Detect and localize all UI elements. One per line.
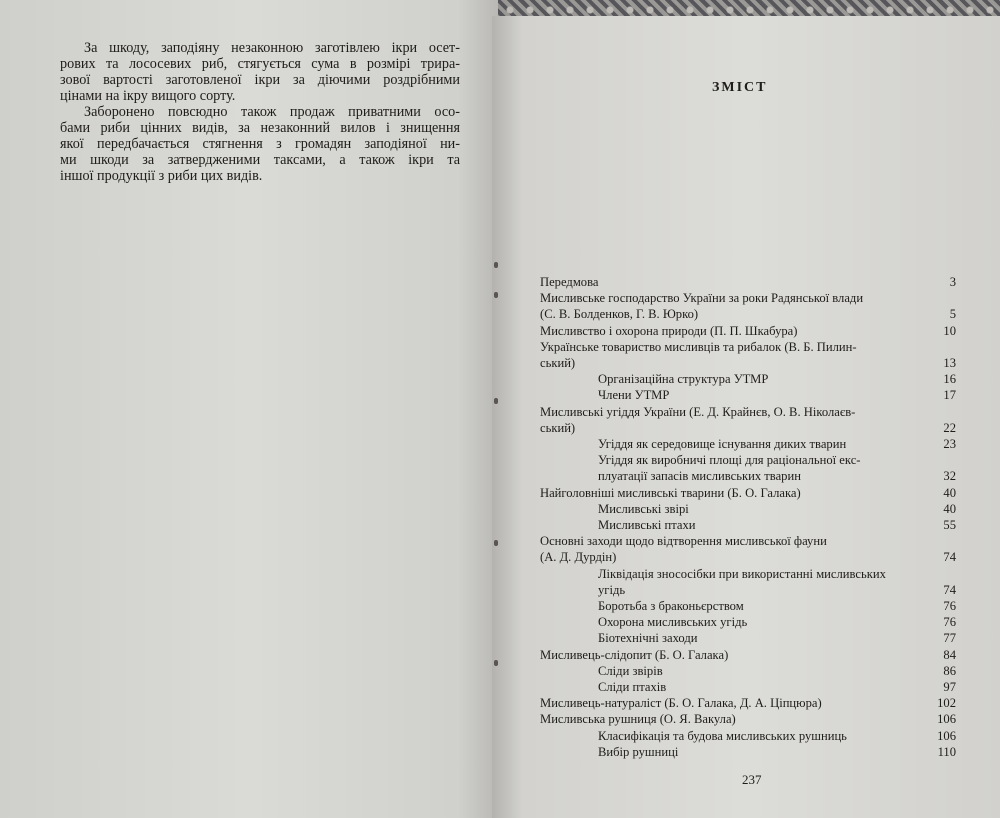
toc-entry-title: Сліди птахів: [598, 680, 667, 695]
toc-page-number: 32: [943, 469, 956, 484]
toc-entry-title: Вибір рушниці: [598, 744, 679, 759]
toc-page-number: 55: [943, 518, 956, 533]
toc-entry-title: Українське товариство мисливців та рибалок (В. Б. Пилин-: [540, 339, 857, 354]
toc-entry: [540, 598, 956, 614]
text-line: бами риби цінних видів, за незаконний вилов і знищення: [60, 120, 460, 136]
toc-entry: [540, 485, 956, 501]
toc-entry-title: Мисливець-натураліст (Б. О. Галака, Д. А. Ціпцюра): [540, 696, 822, 711]
text-line: іншої продукції з риби цих видів.: [60, 168, 263, 184]
toc-entry: [540, 647, 956, 663]
toc-entry-title: Класифікація та будова мисливських рушниць: [598, 728, 847, 743]
toc-entry-title: ський): [540, 356, 576, 371]
text-line: рових та лососевих риб, стягується сума в розмірі трира-: [60, 56, 460, 72]
toc-page-number: 74: [943, 582, 956, 597]
toc-entry: [540, 630, 956, 646]
toc-entry: [540, 355, 956, 371]
text-line: Заборонено повсюдно також продаж приватними осо-: [84, 104, 460, 120]
toc-entry-title: угідь: [598, 582, 626, 597]
toc-entry-title: Сліди звірів: [598, 663, 663, 678]
toc-page-number: 77: [943, 631, 956, 646]
toc-page-number: 106: [937, 728, 956, 743]
toc-entry-title: Ліквідація знососібки при використанні мисливських: [598, 566, 886, 581]
toc-entry: [540, 323, 956, 339]
toc-entry: [540, 582, 956, 598]
toc-entry: [540, 566, 956, 582]
toc-entry-title: Охорона мисливських угідь: [598, 615, 748, 630]
toc-entry: [540, 468, 956, 484]
page-number: 237: [742, 772, 762, 787]
toc-entry-title: Боротьба з браконьєрством: [598, 599, 744, 614]
toc-entry: [540, 679, 956, 695]
toc-entry-title: Мисливські звірі: [598, 501, 689, 516]
toc-entry-title: ський): [540, 420, 576, 435]
toc-entry-title: Передмова: [540, 275, 599, 289]
toc-page-number: 102: [937, 696, 956, 711]
toc-entry-title: Мисливець-слідопит (Б. О. Галака): [540, 647, 729, 662]
toc-entry-title: Мисливські птахи: [598, 518, 696, 533]
table-of-contents: [540, 274, 956, 760]
toc-page-number: 76: [943, 599, 956, 614]
toc-entry: [540, 517, 956, 533]
toc-entry-title: Угіддя як середовище існування диких тварин: [598, 437, 847, 452]
toc-entry-title: Основні заходи щодо відтворення мисливської фауни: [540, 534, 827, 549]
toc-entry: [540, 728, 956, 744]
toc-page-number: 23: [943, 437, 956, 452]
toc-entry-title: Мисливське господарство України за роки Радянської влади: [540, 291, 864, 306]
toc-entry-title: Найголовніші мисливські тварини (Б. О. Галака): [540, 485, 801, 500]
toc-page-number: 84: [943, 647, 956, 662]
toc-page-number: 16: [943, 372, 956, 387]
left-page-text: [60, 40, 460, 184]
toc-entry-title: Угіддя як виробничі площі для раціональної екс-: [598, 453, 861, 468]
toc-entry: [540, 695, 956, 711]
toc-entry: [540, 711, 956, 727]
left-page: [0, 0, 498, 818]
toc-page-number: 13: [943, 356, 956, 371]
toc-entry-title: Мисливські угіддя України (Е. Д. Крайнєв, О. В. Ніколаєв-: [540, 404, 856, 419]
toc-page-number: 3: [949, 275, 956, 289]
binding-stitch: [494, 292, 498, 298]
binding-stitch: [494, 398, 498, 404]
toc-entry-title: (А. Д. Дурдін): [540, 550, 617, 565]
toc-entry: [540, 404, 956, 420]
toc-entry: [540, 744, 956, 760]
toc-page-number: 40: [943, 485, 956, 500]
toc-entry-title: Біотехнічні заходи: [598, 631, 698, 646]
toc-entry-title: Мисливство і охорона природи (П. П. Шкабура): [540, 323, 798, 338]
binding-stitch: [494, 262, 498, 268]
text-line: цінами на ікру вищого сорту.: [60, 88, 236, 104]
toc-page-number: 106: [937, 712, 956, 727]
text-line: ми шкоди за затвердженими таксами, а також ікри та: [60, 152, 460, 168]
toc-entry: [540, 663, 956, 679]
toc-entry-title: Мисливська рушниця (О. Я. Вакула): [540, 712, 736, 727]
toc-entry-title: (С. В. Болденков, Г. В. Юрко): [540, 307, 699, 322]
toc-page-number: 17: [943, 388, 956, 403]
toc-page-number: 5: [949, 307, 956, 322]
toc-entry-title: плуатації запасів мисливських тварин: [598, 469, 801, 484]
toc-entry-title: Організаційна структура УТМР: [598, 372, 769, 387]
text-line: За шкоду, заподіяну незаконною заготівлею ікри осет-: [84, 40, 460, 56]
toc-entry: [540, 452, 956, 468]
toc-entry: [540, 306, 956, 322]
toc-entry: [540, 420, 956, 436]
toc-page-number: 97: [943, 680, 956, 695]
toc-entry-title: Члени УТМР: [598, 388, 670, 403]
toc-page-number: 74: [943, 550, 956, 565]
text-line: зової вартості заготовленої ікри за діючими роздрібними: [60, 72, 460, 88]
toc-entry: [540, 371, 956, 387]
toc-entry: [540, 501, 956, 517]
text-line: якої передбачається стягнення з громадян заподіяної ни-: [60, 136, 460, 152]
toc-page-number: 22: [943, 420, 956, 435]
toc-page-number: 110: [937, 744, 956, 759]
toc-entry: [540, 387, 956, 403]
toc-entry: [540, 614, 956, 630]
toc-page-number: 40: [943, 501, 956, 516]
toc-page-number: 86: [943, 663, 956, 678]
toc-entry: [540, 549, 956, 565]
contents-heading: ЗМІСТ: [712, 80, 768, 95]
toc-entry: [540, 533, 956, 549]
toc-entry: [540, 339, 956, 355]
toc-entry: [540, 290, 956, 306]
toc-entry: [540, 274, 956, 290]
binding-stitch: [494, 660, 498, 666]
toc-page-number: 10: [943, 323, 956, 338]
binding-stitch: [494, 540, 498, 546]
toc-page-number: 76: [943, 615, 956, 630]
toc-entry: [540, 436, 956, 452]
